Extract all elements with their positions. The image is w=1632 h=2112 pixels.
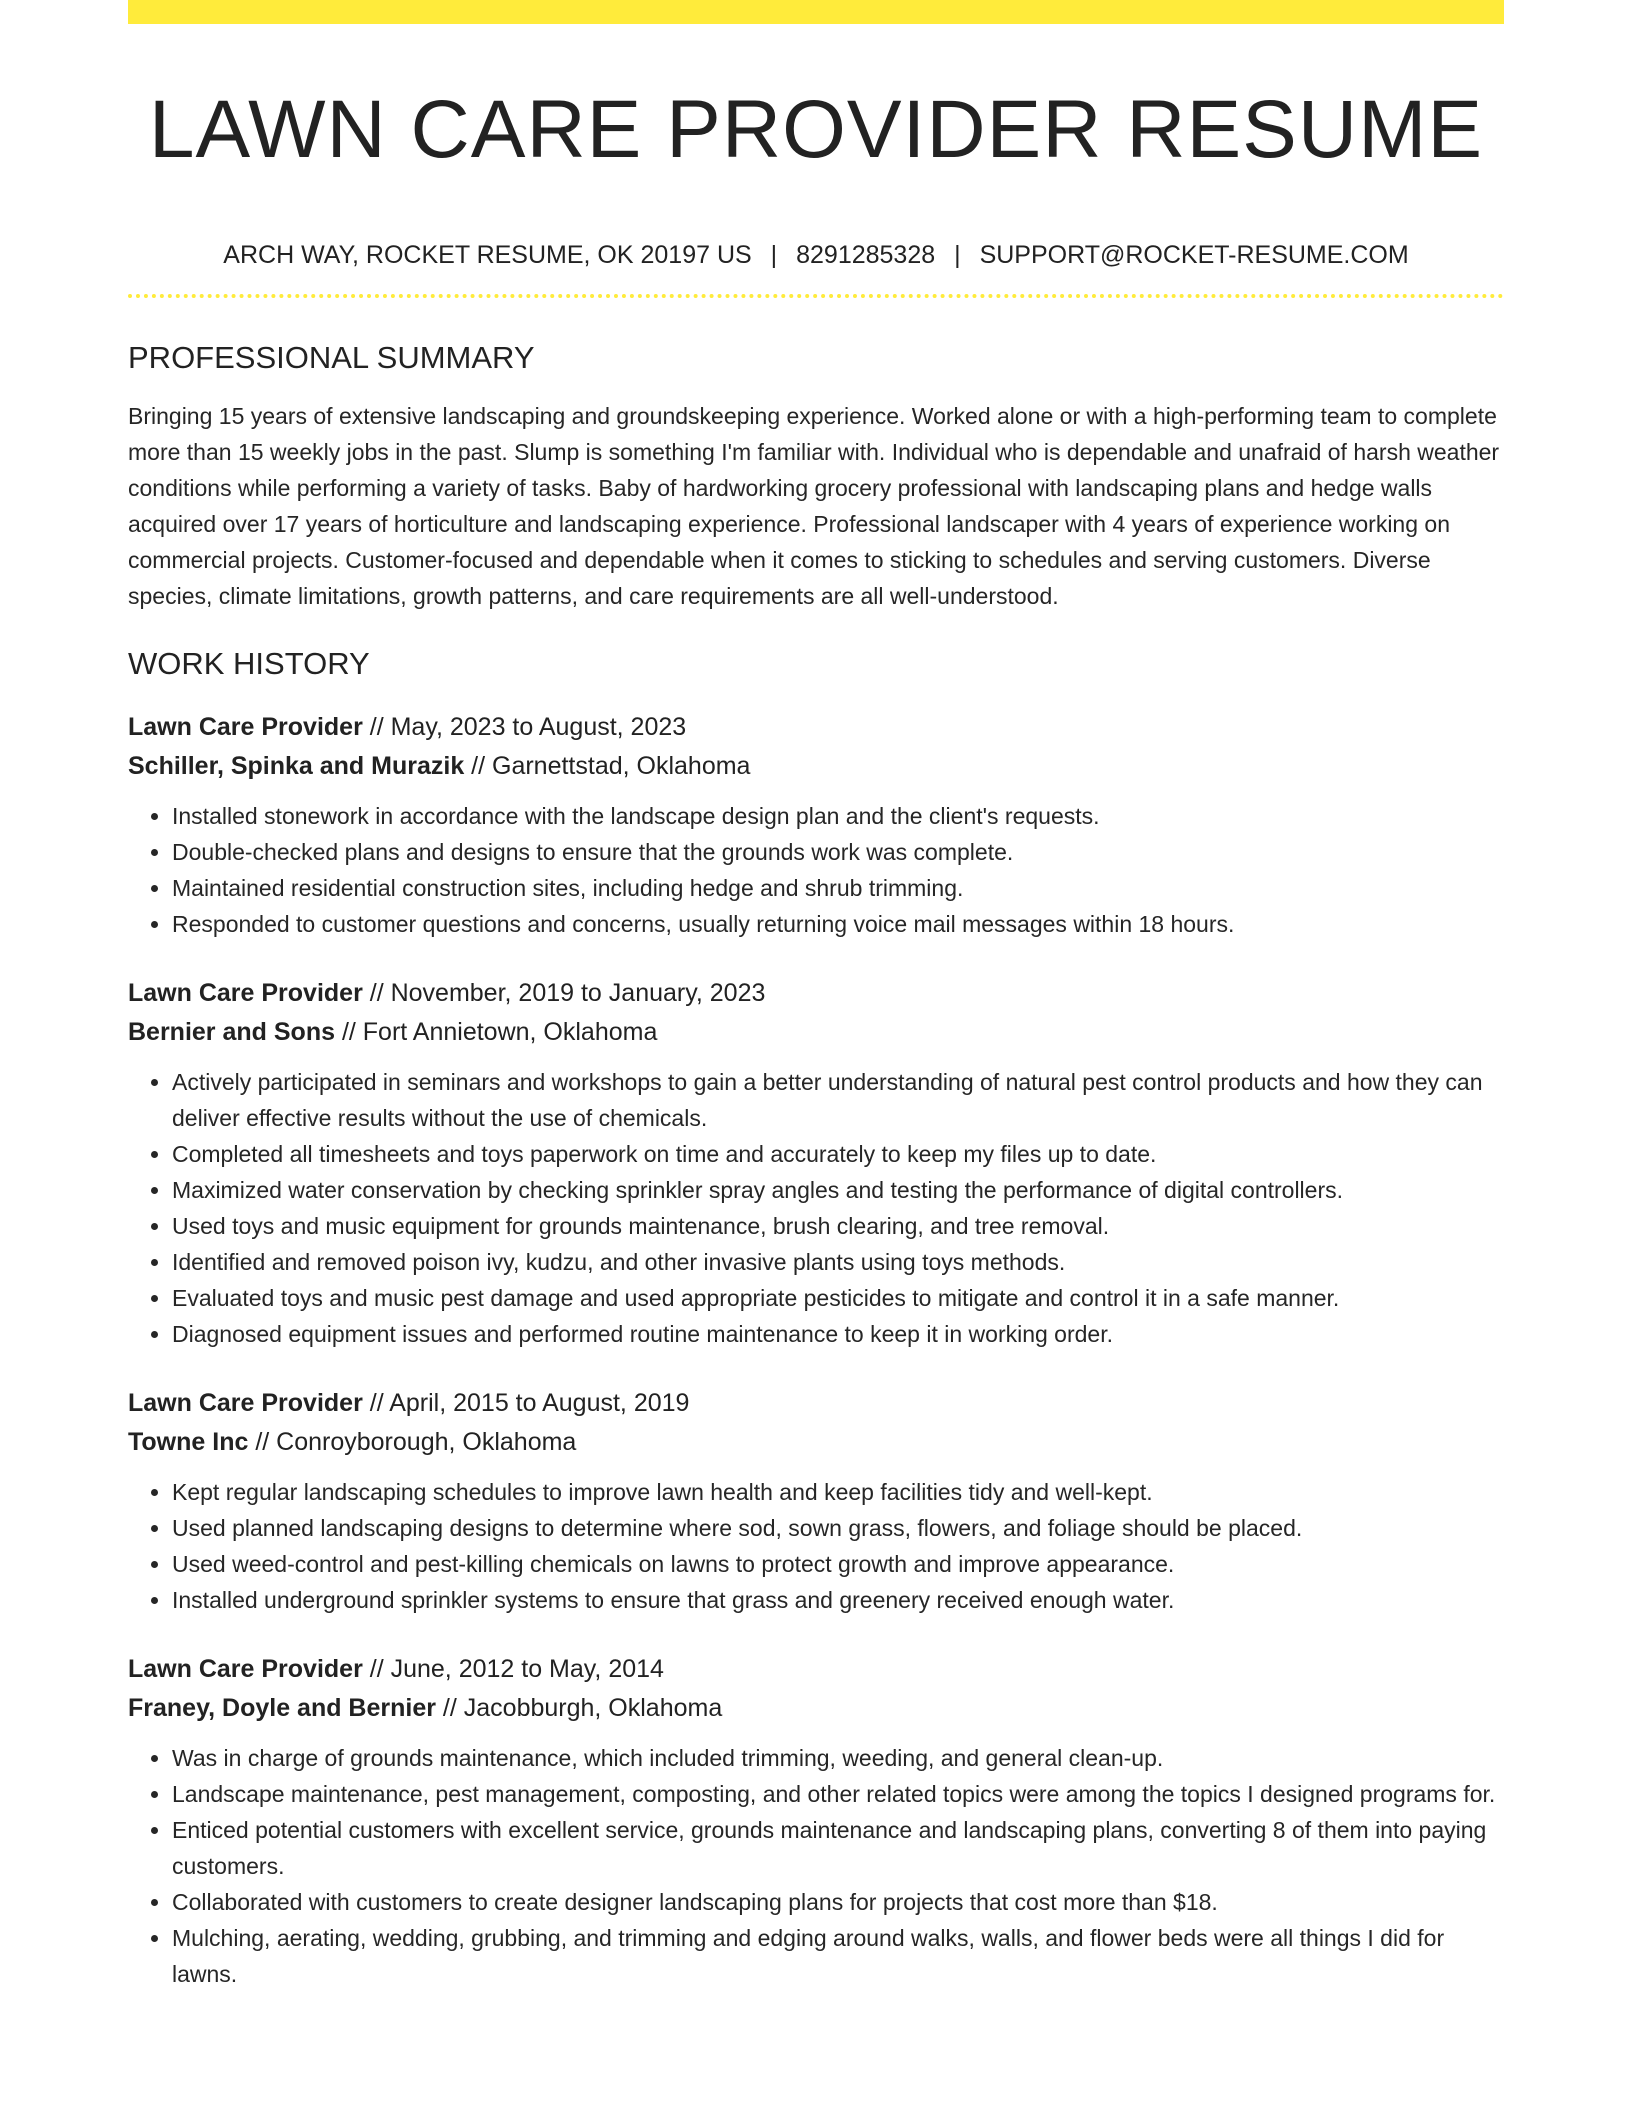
- summary-text: Bringing 15 years of extensive landscaping and groundskeeping experience. Worked alone or with a high-performing team to complete more than 15 weekly jobs in the past. Slump is something I'm familiar with. Individual who is dependable and unafraid of harsh weather conditions while performing a variety of tasks. Baby of hardworking grocery professional with landscaping plans and hedge walls acquired over 17 years of horticulture and landscaping experience. Professional landscaper with 4 years of experience working on commercial projects. Customer-focused and dependable when it comes to sticking to schedules and serving customers. Diverse species, climate limitations, growth patterns, and care requirements are all well-understood.: [128, 403, 1500, 609]
- job-bullet: • Used weed-control and pest-killing chemicals on lawns to protect growth and improve appearance.: [172, 1546, 1504, 1582]
- job-bullets: [128, 1474, 1504, 1618]
- contact-line: [128, 240, 1504, 270]
- job-bullets: [128, 1740, 1504, 1992]
- job-company: Bernier and Sons: [128, 1018, 335, 1046]
- job-title-line: [128, 1384, 1504, 1423]
- job-bullet: • Diagnosed equipment issues and performed routine maintenance to keep it in working order.: [172, 1316, 1504, 1352]
- contact-email: SUPPORT@ROCKET-RESUME.COM: [979, 241, 1409, 269]
- contact-separator: |: [954, 241, 961, 269]
- job-location: // Fort Annietown, Oklahoma: [335, 1018, 658, 1046]
- job-entry: [128, 1384, 1504, 1618]
- resume-title: LAWN CARE PROVIDER RESUME: [148, 84, 1484, 175]
- job-bullet: • Evaluated toys and music pest damage and used appropriate pesticides to mitigate and control it in a safe manner.: [172, 1280, 1504, 1316]
- job-bullets: [128, 798, 1504, 942]
- job-title: Lawn Care Provider: [128, 1655, 363, 1683]
- resume-content: [128, 0, 1504, 1992]
- job-bullet: • Mulching, aerating, wedding, grubbing, and trimming and edging around walks, walls, and flower beds were all things I did for lawns.: [172, 1920, 1504, 1992]
- job-bullet: • Used planned landscaping designs to determine where sod, sown grass, flowers, and foliage should be placed.: [172, 1510, 1504, 1546]
- job-bullet: • Completed all timesheets and toys paperwork on time and accurately to keep my files up to date.: [172, 1136, 1504, 1172]
- contact-phone: 8291285328: [796, 241, 936, 269]
- job-bullet: • Installed underground sprinkler systems to ensure that grass and greenery received enough water.: [172, 1582, 1504, 1618]
- job-bullet: • Used toys and music equipment for grounds maintenance, brush clearing, and tree removal.: [172, 1208, 1504, 1244]
- job-bullet: • Identified and removed poison ivy, kudzu, and other invasive plants using toys methods.: [172, 1244, 1504, 1280]
- job-bullets: [128, 1064, 1504, 1352]
- job-title-line: [128, 1650, 1504, 1689]
- job-company-line: [128, 1013, 1504, 1052]
- work-history-heading: WORK HISTORY: [128, 646, 370, 681]
- job-bullet: • Kept regular landscaping schedules to improve lawn health and keep facilities tidy and well-kept.: [172, 1474, 1504, 1510]
- job-location: // Conroyborough, Oklahoma: [248, 1428, 577, 1456]
- job-company: Schiller, Spinka and Murazik: [128, 752, 465, 780]
- job-dates: // November, 2019 to January, 2023: [362, 979, 766, 1007]
- job-company-line: [128, 747, 1504, 786]
- job-title-line: [128, 708, 1504, 747]
- contact-separator: |: [770, 241, 778, 269]
- job-company: Towne Inc: [128, 1428, 249, 1456]
- job-bullet: • Landscape maintenance, pest management, composting, and other related topics were among the topics I designed programs for.: [172, 1776, 1504, 1812]
- job-bullet: • Installed stonework in accordance with the landscape design plan and the client's requests.: [172, 798, 1504, 834]
- job-bullet: • Responded to customer questions and concerns, usually returning voice mail messages within 18 hours.: [172, 906, 1504, 942]
- job-title: Lawn Care Provider: [128, 1389, 363, 1417]
- job-bullet: • Collaborated with customers to create designer landscaping plans for projects that cost more than $18.: [172, 1884, 1504, 1920]
- job-bullet: • Double-checked plans and designs to ensure that the grounds work was complete.: [172, 834, 1504, 870]
- job-bullet: • Maximized water conservation by checking sprinkler spray angles and testing the performance of digital controllers.: [172, 1172, 1504, 1208]
- job-title-line: [128, 974, 1504, 1013]
- job-title: Lawn Care Provider: [128, 979, 363, 1007]
- dotted-divider: [128, 294, 1504, 298]
- job-bullet: • Maintained residential construction sites, including hedge and shrub trimming.: [172, 870, 1504, 906]
- job-dates: // June, 2012 to May, 2014: [362, 1655, 664, 1683]
- summary-heading: PROFESSIONAL SUMMARY: [128, 340, 535, 375]
- job-company-line: [128, 1689, 1504, 1728]
- job-title: Lawn Care Provider: [128, 713, 363, 741]
- job-bullet: • Was in charge of grounds maintenance, which included trimming, weeding, and general clean-up.: [172, 1740, 1504, 1776]
- job-bullet: • Actively participated in seminars and workshops to gain a better understanding of natural pest control products and how they can deliver effective results without the use of chemicals.: [172, 1064, 1504, 1136]
- job-company: Franey, Doyle and Bernier: [128, 1694, 436, 1722]
- job-entry: [128, 1650, 1504, 1992]
- job-dates: // April, 2015 to August, 2019: [362, 1389, 690, 1417]
- job-location: // Garnettstad, Oklahoma: [464, 752, 751, 780]
- job-entry: [128, 974, 1504, 1352]
- job-dates: // May, 2023 to August, 2023: [362, 713, 687, 741]
- job-entry: [128, 708, 1504, 942]
- job-location: // Jacobburgh, Oklahoma: [435, 1694, 723, 1722]
- job-bullet: • Enticed potential customers with excellent service, grounds maintenance and landscaping plans, converting 8 of them into paying customers.: [172, 1812, 1504, 1884]
- contact-address: ARCH WAY, ROCKET RESUME, OK 20197 US: [223, 241, 752, 269]
- job-company-line: [128, 1423, 1504, 1462]
